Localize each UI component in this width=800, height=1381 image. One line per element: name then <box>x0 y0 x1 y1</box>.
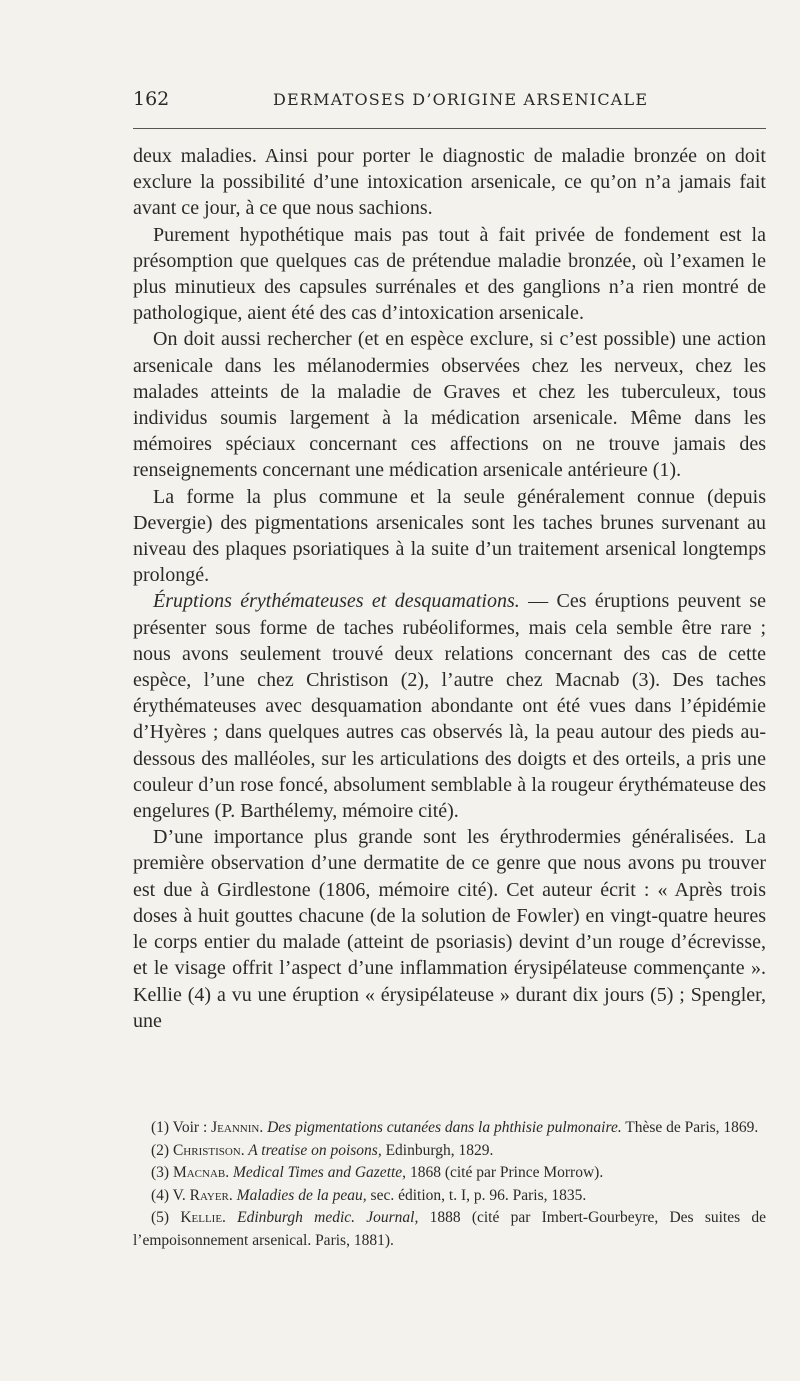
footnote: (4) V. Rayer. Maladies de la peau, sec. édition, t. I, p. 96. Paris, 1835. <box>151 1186 587 1204</box>
page-number: 162 <box>133 88 170 110</box>
running-header <box>133 88 766 118</box>
main-text <box>133 143 766 1034</box>
section-paragraph <box>133 588 766 824</box>
running-title: DERMATOSES D’ORIGINE ARSENICALE <box>273 90 649 109</box>
paragraph: On doit aussi rechercher (et en espèce exclure, si c’est possible) une action arsenicale dans les mélanodermies observées chez les nerveux, chez les malades atteints de la maladie de Graves et chez les tuberculeux, tous individus soumis largement à la médication arsenicale. Même dans les mémoires spéciaux concernant ces affections on ne trouve jamais des renseignements concernant une médication arsenicale antérieure (1). <box>133 328 766 482</box>
section-text: — Ces éruptions peuvent se présenter sous forme de taches rubéoliformes, mais cela semble être rare ; nous avons seulement trouvé deux relations concernant des cas de cette espèce, l’une chez Christison (2), l’autre chez Macnab (3). Des taches érythémateuses avec desquamation abondante ont été vues dans l’épidémie d’Hyères ; dans quelques autres cas observés là, la peau autour des pieds au-dessous des malléoles, sur les articulations des doigts et des orteils, a pris une couleur d’un rose foncé, absolument semblable à la rougeur érythémateuse des engelures (P. Barthélemy, mémoire cité). <box>133 590 766 823</box>
footnote: (2) Christison. A treatise on poisons, Edinburgh, 1829. <box>151 1141 494 1159</box>
footnotes <box>133 1117 766 1252</box>
footnote: (3) Macnab. Medical Times and Gazette, 1868 (cité par Prince Morrow). <box>151 1164 604 1181</box>
paragraph: D’une importance plus grande sont les érythrodermies généralisées. La première observation d’une dermatite de ce genre que nous avons pu trouver est due à Girdlestone (1806, mémoire cité). Cet auteur écrit : « Après trois doses à huit gouttes chacune (de la solution de Fowler) en vingt-quatre heures le corps entier du malade (atteint de psoriasis) devint d’un rouge d’écrevisse, et le visage offrit l’aspect d’une inflammation érysipélateuse commençante ». Kellie (4) a vu une éruption « érysipélateuse » durant dix jours (5) ; Spengler, une <box>133 826 766 1032</box>
section-title: Éruptions érythémateuses et desquamations. <box>153 590 520 613</box>
paragraph: La forme la plus commune et la seule généralement connue (depuis Devergie) des pigmentations arsenicales sont les taches brunes survenant au niveau des plaques psoriatiques à la suite d’un traitement arsenical longtemps prolongé. <box>133 485 766 587</box>
footnote: (1) Voir : Jeannin. Des pigmentations cutanées dans la phthisie pulmonaire. Thèse de Paris, 1869. <box>151 1119 759 1136</box>
header-rule <box>133 128 766 129</box>
paragraph: Purement hypothétique mais pas tout à fait privée de fondement est la présomption que quelques cas de prétendue maladie bronzée, où l’examen le plus minutieux des capsules surrénales et des ganglions n’a rien montré de pathologique, aient été des cas d’intoxication arsenicale. <box>133 223 766 325</box>
paragraph: deux maladies. Ainsi pour porter le diagnostic de maladie bronzée on doit exclure la possibilité d’une intoxication arsenicale, ce qu’on n’a jamais fait avant ce jour, à ce que nous sachions. <box>133 145 766 220</box>
footnote: (5) Kellie. Edinburgh medic. Journal, 1888 (cité par Imbert-Gourbeyre, Des suites de l’empoisonnement arsenical. Paris, 1881). <box>133 1209 766 1249</box>
